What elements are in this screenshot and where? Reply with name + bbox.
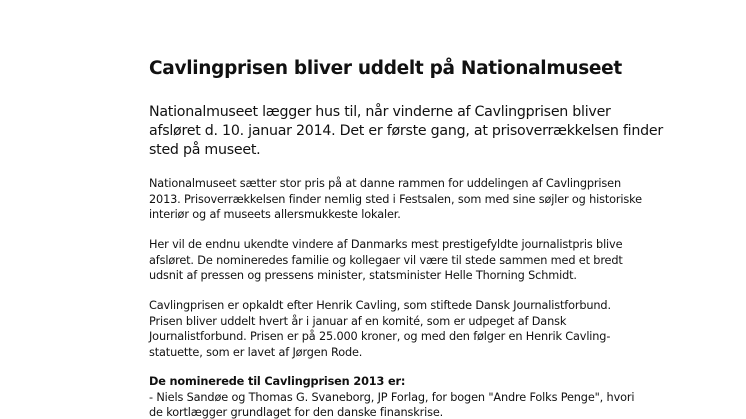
paragraph-line: afsløret. De nomineredes familie og kollegaer vil være til stede sammen med et bredt: [149, 253, 623, 267]
paragraph-line: Cavlingprisen er opkaldt efter Henrik Cavling, som stiftede Dansk Journalistforbund.: [149, 299, 611, 312]
paragraph-line: interiør og af museets allersmukkeste lokaler.: [149, 208, 401, 222]
paragraph-winners: [149, 237, 623, 284]
nominees-section: [149, 374, 634, 419]
paragraph-about-prize: [149, 298, 611, 360]
paragraph-line: statuette, som er lavet af Jørgen Rode.: [149, 345, 363, 359]
paragraph-line: 2013. Prisoverrækkelsen finder nemlig sted i Festsalen, som med sine søjler og historiske: [149, 192, 642, 206]
lead-paragraph: [149, 103, 663, 160]
lead-line: sted på museet.: [149, 142, 261, 158]
paragraph-line: Journalistforbund. Prisen er på 25.000 kroner, og med den følger en Henrik Cavling-: [149, 330, 611, 344]
paragraph-venue: [149, 176, 642, 223]
paragraph-line: udsnit af pressen og pressens minister, statsminister Helle Thorning Schmidt.: [149, 269, 577, 283]
paragraph-line: Prisen bliver uddelt hvert år i januar af en komité, som er udpeget af Dansk: [149, 314, 567, 328]
lead-line: afsløret d. 10. januar 2014. Det er første gang, at prisoverrækkelsen finder: [149, 123, 663, 139]
nominees-heading: De nominerede til Cavlingprisen 2013 er:: [149, 375, 406, 388]
nominee-line: de kortlægger grundlaget for den danske finanskrise.: [149, 406, 444, 419]
lead-line: Nationalmuseet lægger hus til, når vinderne af Cavlingprisen bliver: [149, 104, 611, 120]
document-title: Cavlingprisen bliver uddelt på Nationalmuseet: [149, 58, 622, 79]
nominee-line: - Niels Sandøe og Thomas G. Svaneborg, JP Forlag, for bogen "Andre Folks Penge", hvori: [149, 390, 635, 404]
paragraph-line: Nationalmuseet sætter stor pris på at danne rammen for uddelingen af Cavlingprisen: [149, 177, 621, 190]
paragraph-line: Her vil de endnu ukendte vindere af Danmarks mest prestigefyldte journalistpris blive: [149, 238, 623, 251]
